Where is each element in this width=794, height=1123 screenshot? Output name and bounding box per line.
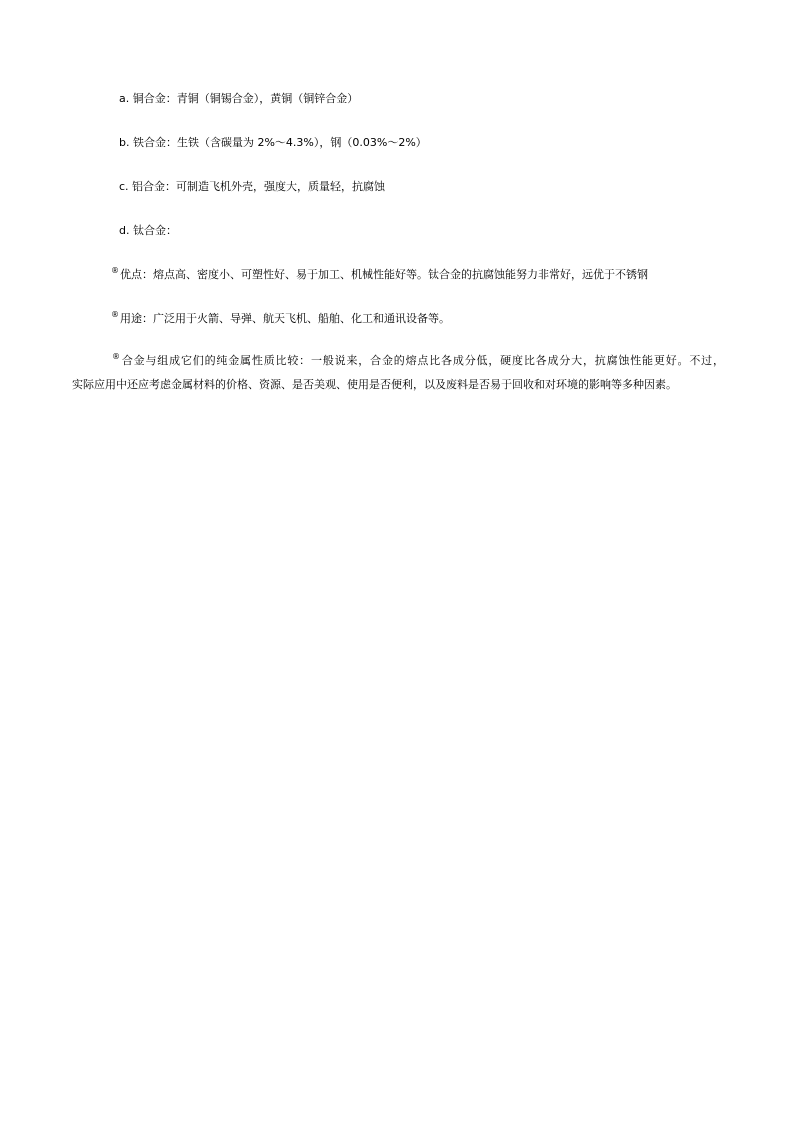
advantages-text: 优点：熔点高、密度小、可塑性好、易于加工、机械性能好等。钛合金的抗腐蚀能努力非常好，远优于不锈钢 <box>120 268 648 281</box>
item-a-text: 铜合金：青铜（铜锡合金），黄铜（铜锌合金） <box>132 92 359 105</box>
item-c-text: 铝合金：可制造飞机外壳，强度大，质量轻，抗腐蚀 <box>132 180 386 193</box>
comparison-paragraph <box>72 349 724 397</box>
bullet-uses <box>111 312 450 326</box>
item-b-text: 铁合金：生铁（含碳量为 2%～4.3%），钢（0.03%～2%） <box>132 136 427 149</box>
comparison-line-1-text: 合金与组成它们的纯金属性质比较：一般说来，合金的熔点比各成分低，硬度比各成分大，抗腐蚀性能更好。不过， <box>121 354 724 367</box>
comparison-line-1 <box>72 349 724 373</box>
item-d-label: d. <box>119 224 130 237</box>
item-b-label: b. <box>119 136 130 149</box>
item-c <box>119 180 385 194</box>
item-d-text: 钛合金： <box>132 224 177 237</box>
bullet-marker: ® <box>111 310 119 320</box>
comparison-line-2: 实际应用中还应考虑金属材料的价格、资源、是否美观、使用是否便利，以及废料是否易于回收和对环境的影响等多种因素。 <box>72 378 677 391</box>
bullet-marker: ® <box>111 266 119 276</box>
uses-text: 用途：广泛用于火箭、导弹、航天飞机、船舶、化工和通讯设备等。 <box>120 312 450 325</box>
item-d <box>119 224 177 238</box>
bullet-advantages <box>111 268 648 282</box>
item-a-label: a. <box>119 92 130 105</box>
item-a <box>119 92 358 106</box>
bullet-marker: ® <box>112 352 120 362</box>
item-b <box>119 136 427 150</box>
item-c-label: c. <box>119 180 129 193</box>
